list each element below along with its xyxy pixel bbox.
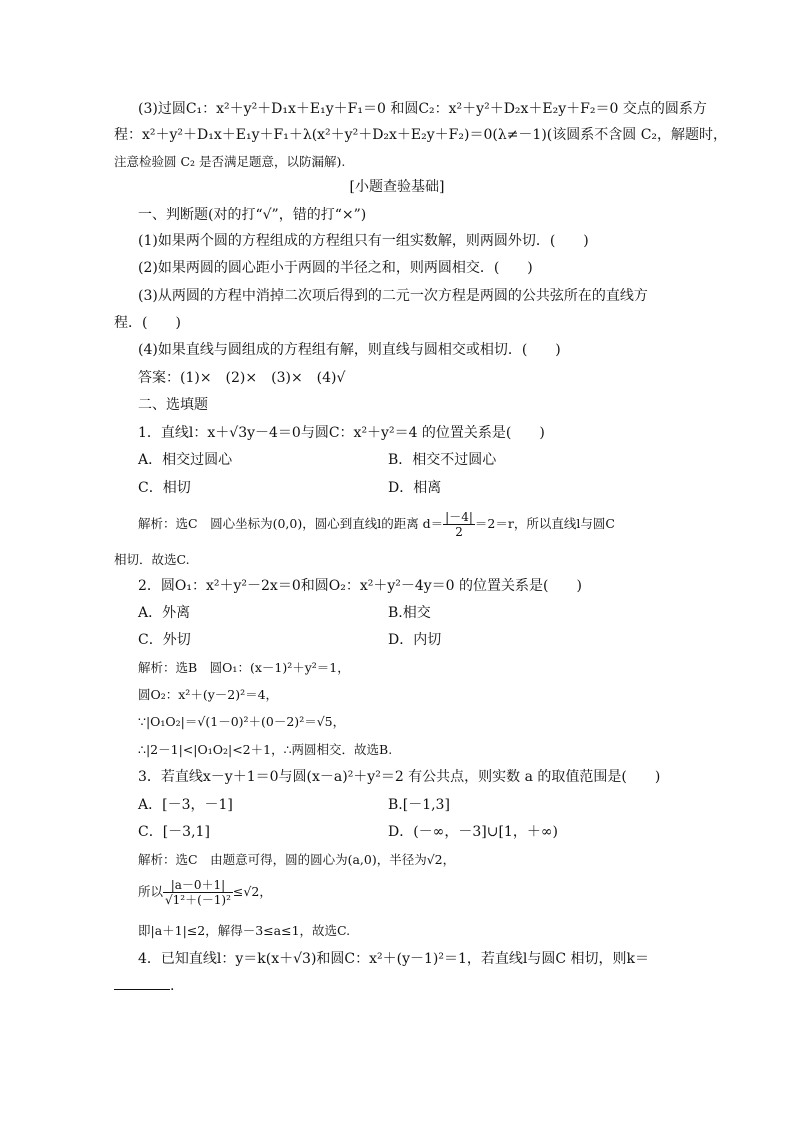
q2-solution-1: 解析：选B 圆O₁：(x－1)²＋y²＝1， <box>138 660 350 675</box>
intro-line-3: 注意检验圆 C₂ 是否满足题意，以防漏解). <box>114 154 346 169</box>
q1-fraction-num: |－4| <box>445 510 473 524</box>
q2-option-d: D．内切 <box>388 632 442 648</box>
q4-answer-blank[interactable] <box>114 977 170 990</box>
q3-option-a: A．[－3，－1] <box>138 797 233 813</box>
q3-solution-2-post: ≤√2， <box>232 884 272 899</box>
q1-solution-pre: 解析：选C 圆心坐标为(0,0)，圆心到直线l的距离 d＝ <box>138 516 444 531</box>
q3-solution-2 <box>138 878 272 907</box>
judge-q3-line2: 程．( ) <box>114 315 181 331</box>
q1-solution-line2: 相切．故选C. <box>114 552 190 567</box>
q1-solution-post: ＝2＝r，所以直线l与圆C <box>474 516 615 531</box>
q2-option-a: A．外离 <box>138 605 191 621</box>
intro-line-2: 程：x²＋y²＋D₁x＋E₁y＋F₁＋λ(x²＋y²＋D₂x＋E₂y＋F₂)＝0(λ≠－1)(该圆系不含圆 C₂，解题时， <box>114 127 728 143</box>
q3-fraction-den: √1²＋(－1)² <box>165 893 231 907</box>
q3-solution-3: 即|a＋1|≤2，解得－3≤a≤1，故选C. <box>138 923 351 938</box>
q1-option-d: D．相离 <box>388 480 442 496</box>
q1-stem: 1．直线l：x＋√3y－4＝0与圆C：x²＋y²＝4 的位置关系是( ) <box>138 425 545 441</box>
q1-solution-fraction <box>443 510 475 539</box>
q3-solution-1: 解析：选C 由题意可得，圆的圆心为(a,0)，半径为√2， <box>138 852 456 867</box>
q3-solution-fraction <box>163 878 233 907</box>
q4-answer-line <box>114 977 174 995</box>
q2-solution-4: ∴|2－1|<|O₁O₂|<2＋1，∴两圆相交．故选B. <box>138 742 393 757</box>
judge-q2: (2)如果两圆的圆心距小于两圆的半径之和，则两圆相交．( ) <box>138 260 533 276</box>
q4-stem: 4．已知直线l：y＝k(x＋√3)和圆C：x²＋(y－1)²＝1，若直线l与圆C 相切，则k＝ <box>138 951 650 967</box>
q1-option-a: A．相交过圆心 <box>138 452 233 468</box>
q3-solution-2-pre: 所以 <box>138 884 164 899</box>
q2-option-b: B.相交 <box>388 605 431 621</box>
q3-fraction-num: |a－0＋1| <box>163 878 233 893</box>
choice-heading: 二、选填题 <box>138 397 208 413</box>
q1-solution <box>138 510 615 539</box>
q2-solution-3: ∵|O₁O₂|＝√(1－0)²＋(0－2)²＝√5， <box>138 714 346 729</box>
q3-option-b: B.[－1,3] <box>388 797 450 813</box>
q2-solution-2: 圆O₂：x²＋(y－2)²＝4， <box>138 687 279 702</box>
q3-stem: 3．若直线x－y＋1＝0与圆(x－a)²＋y²＝2 有公共点，则实数 a 的取值范围是( ) <box>138 769 661 785</box>
q3-option-d: D．(－∞，－3]∪[1，＋∞) <box>388 824 558 840</box>
q1-fraction-den: 2 <box>455 525 463 539</box>
q2-stem: 2．圆O₁：x²＋y²－2x＝0和圆O₂：x²＋y²－4y＝0 的位置关系是( ) <box>138 578 582 594</box>
q4-period: . <box>170 978 175 994</box>
judge-q4: (4)如果直线与圆组成的方程组有解，则直线与圆相交或相切．( ) <box>138 342 561 358</box>
q2-option-c: C．外切 <box>138 632 191 648</box>
q1-option-c: C．相切 <box>138 480 191 496</box>
section-title: [小题查验基础] <box>349 179 445 195</box>
intro-line-1: (3)过圆C₁：x²＋y²＋D₁x＋E₁y＋F₁＝0 和圆C₂：x²＋y²＋D₂x＋E₂y＋F₂＝0 交点的圆系方 <box>138 101 707 117</box>
judge-q3-line1: (3)从两圆的方程中消掉二次项后得到的二元一次方程是两圆的公共弦所在的直线方 <box>138 288 648 304</box>
q1-option-b: B．相交不过圆心 <box>388 452 497 468</box>
q3-option-c: C．[－3,1] <box>138 824 210 840</box>
judge-heading: 一、判断题(对的打“√”，错的打“×”) <box>138 207 367 223</box>
judge-answer: 答案：(1)× (2)× (3)× (4)√ <box>138 370 346 386</box>
judge-q1: (1)如果两个圆的方程组成的方程组只有一组实数解，则两圆外切．( ) <box>138 233 589 249</box>
